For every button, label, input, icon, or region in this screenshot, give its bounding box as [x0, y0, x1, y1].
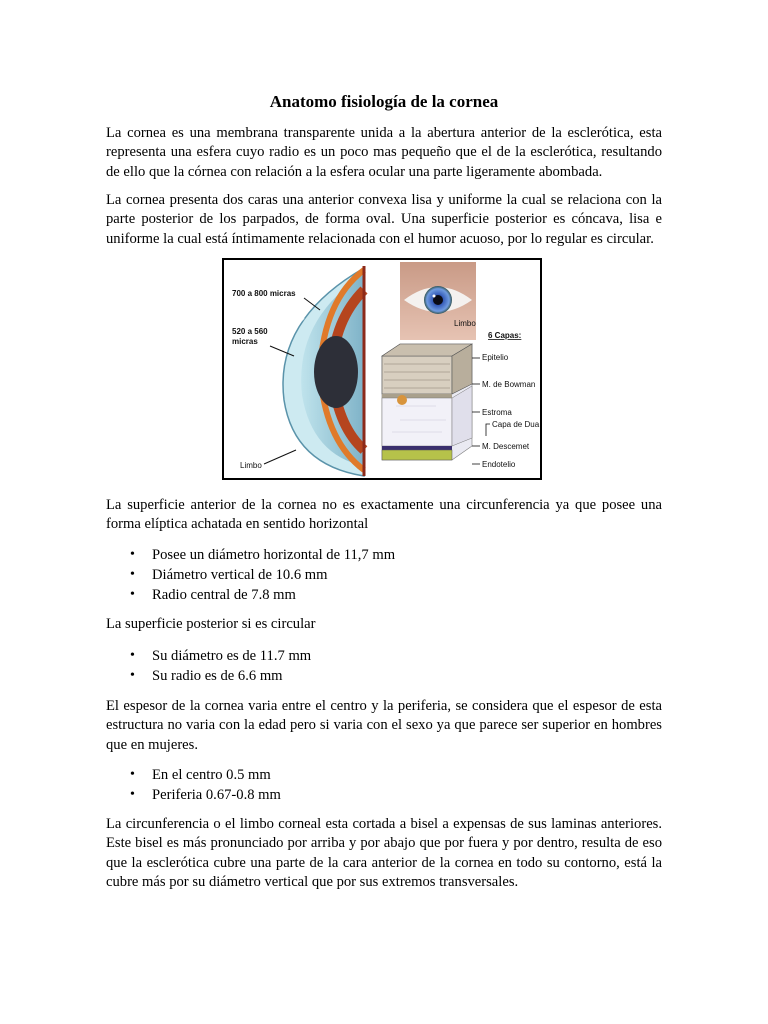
eye-photo-illustration: [400, 262, 476, 340]
list-item: • Radio central de 7.8 mm: [130, 585, 395, 605]
page-title: Anatomo fisiología de la cornea: [269, 92, 499, 111]
list-item: • Periferia 0.67-0.8 mm: [130, 785, 281, 805]
list-item: • En el centro 0.5 mm: [130, 765, 281, 785]
list-espesor: [130, 765, 281, 805]
label-thickness-top: 700 a 800 micras: [232, 289, 296, 298]
list-item: • Diámetro vertical de 10.6 mm: [130, 565, 395, 585]
layer-label: Estroma: [482, 408, 512, 417]
layer-label: M. Descemet: [482, 442, 530, 451]
label-limbo: Limbo: [240, 461, 262, 470]
layer-label: Epitelio: [482, 353, 509, 362]
paragraph-caras: La cornea presenta dos caras una anterior convexa lisa y uniforme la cual se relaciona con la parte posterior de los parpados, de forma oval. Una superficie posterior es cóncava, lisa e uniforme la cual está íntimamente relacionada con el humor acuoso, por lo regular es circular.: [106, 192, 662, 247]
paragraph-superficie-posterior: La superficie posterior si es circular: [106, 616, 316, 632]
cornea-layers-block-illustration: [382, 344, 490, 464]
label-thickness-mid-1: 520 a 560: [232, 327, 268, 336]
label-limbo-small: Limbo: [454, 319, 476, 328]
paragraph-espesor: El espesor de la cornea varia entre el centro y la periferia, se considera que el espesor de esta estructura no varia con la edad pero si varia con el sexo ya que parece ser superior en hombres que en mujeres.: [106, 698, 662, 753]
label-thickness-mid-2: micras: [232, 337, 258, 346]
layer-label: Capa de Dua: [492, 420, 540, 429]
list-anterior: [130, 545, 395, 605]
cornea-anatomy-figure: [222, 258, 542, 480]
paragraph-limbo: La circunferencia o el limbo corneal esta cortada a bisel a expensas de sus laminas anteriores. Este bisel es más pronunciado por arriba y por abajo que por fuera y por dentro, resulta de eso que la esclerótica cubre una parte de la cara anterior de la cornea en todo su contorno, está la cubre más por su diámetro vertical que por sus extremos transversales.: [106, 816, 662, 891]
list-item: • Su diámetro es de 11.7 mm: [130, 646, 311, 666]
list-posterior: [130, 646, 311, 686]
layer-label: M. de Bowman: [482, 380, 536, 389]
list-item: • Posee un diámetro horizontal de 11,7 mm: [130, 545, 395, 565]
layer-label: Endotelio: [482, 460, 516, 469]
list-item: • Su radio es de 6.6 mm: [130, 666, 311, 686]
paragraph-intro: La cornea es una membrana transparente unida a la abertura anterior de la esclerótica, esta representa una esfera cuyo radio es un poco mas pequeño que el de la esclerótica, resultando de ello que la córnea con relación a la esfera ocular una parte ligeramente abombada.: [106, 125, 662, 180]
paragraph-superficie-anterior: La superficie anterior de la cornea no es exactamente una circunferencia ya que posee una forma elíptica achatada en sentido horizontal: [106, 497, 662, 533]
layers-title: 6 Capas:: [488, 331, 522, 340]
